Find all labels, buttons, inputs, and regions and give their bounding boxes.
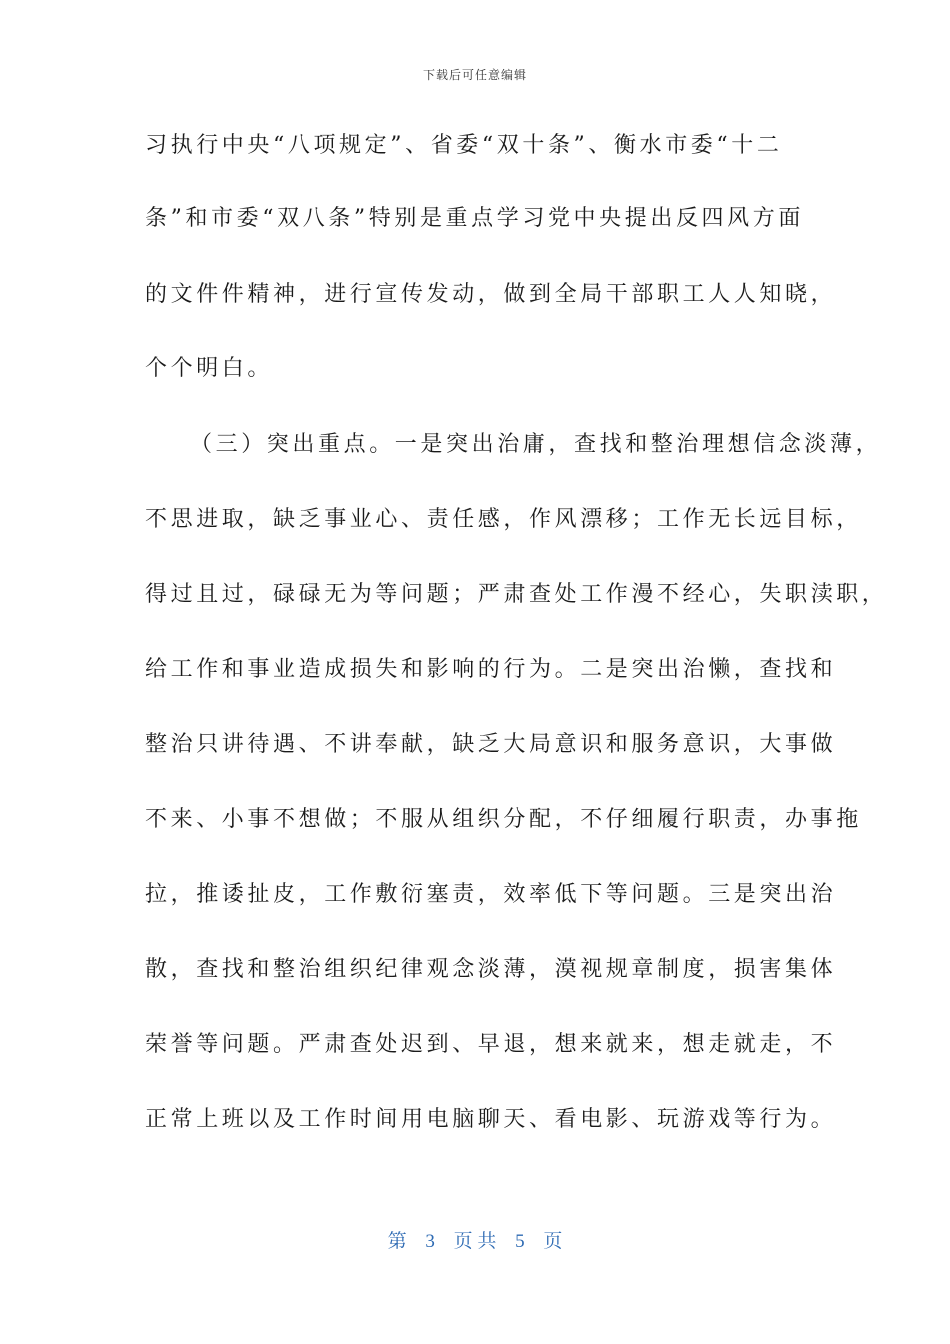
body-line-4: 个个明白。 bbox=[145, 356, 274, 381]
body-line-13: 荣誉等问题。严肃查处迟到、早退，想来就来，想走就走，不 bbox=[145, 1032, 837, 1057]
body-line-8: 给工作和事业造成损失和影响的行为。二是突出治懒，查找和 bbox=[145, 657, 837, 682]
body-line-12: 散，查找和整治组织纪律观念淡薄，漠视规章制度，损害集体 bbox=[145, 957, 837, 982]
footer-middle: 页 共 bbox=[453, 1231, 497, 1252]
footer-prefix: 第 bbox=[387, 1231, 407, 1252]
body-line-11: 拉，推诿扯皮，工作敷衍塞责，效率低下等问题。三是突出治 bbox=[145, 882, 837, 907]
body-line-7: 得过且过，碌碌无为等问题；严肃查处工作漫不经心，失职渎职， bbox=[145, 582, 888, 607]
body-line-6: 不思进取，缺乏事业心、责任感，作风漂移；工作无长远目标， bbox=[145, 507, 862, 532]
footer-suffix: 页 bbox=[543, 1231, 563, 1252]
total-page-count: 5 bbox=[515, 1231, 525, 1252]
body-line-3: 的文件件精神，进行宣传发动，做到全局干部职工人人知晓， bbox=[145, 282, 837, 307]
body-line-9: 整治只讲待遇、不讲奉献，缺乏大局意识和服务意识，大事做 bbox=[145, 732, 837, 757]
body-line-10: 不来、小事不想做；不服从组织分配，不仔细履行职责，办事拖 bbox=[145, 807, 862, 832]
current-page-number: 3 bbox=[425, 1231, 435, 1252]
page-header: 下载后可任意编辑 bbox=[422, 68, 527, 82]
paragraph-start-line: （三）突出重点。一是突出治庸，查找和整治理想信念淡薄， bbox=[190, 432, 882, 457]
body-line-2: 条”和市委“双八条”特别是重点学习党中央提出反四风方面 bbox=[145, 206, 804, 231]
body-line-14: 正常上班以及工作时间用电脑聊天、看电影、玩游戏等行为。 bbox=[145, 1107, 837, 1132]
page-footer bbox=[0, 1226, 950, 1253]
body-line-1: 习执行中央“八项规定”、省委“双十条”、衡水市委“十二 bbox=[145, 133, 783, 158]
